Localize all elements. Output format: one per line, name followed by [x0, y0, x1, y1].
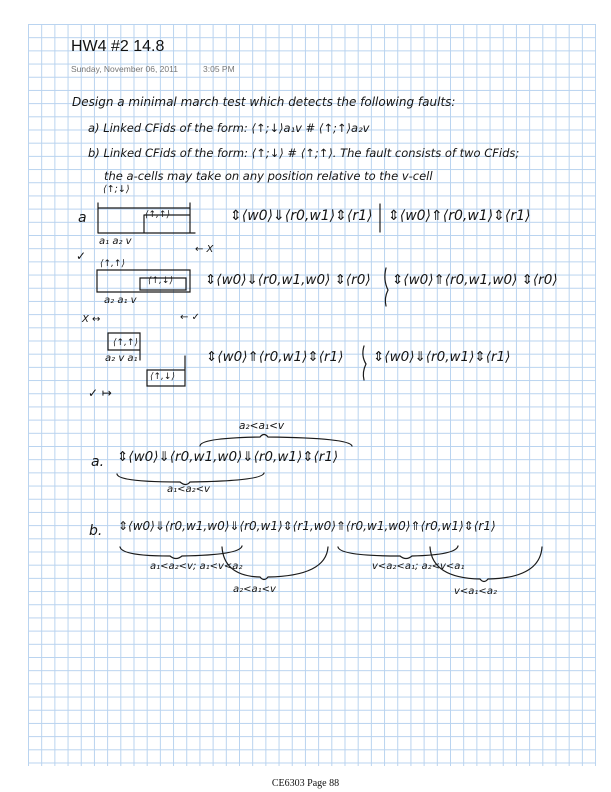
case2-right-note: ← ✓ — [180, 312, 200, 323]
case1-bracket — [98, 203, 195, 233]
answer-b-condition-1: a₁<a₂<v; a₁<v<a₂ — [150, 561, 243, 572]
case3-march-right: ⇕⟨w0⟩⇓⟨r0,w1⟩⇕⟨r1⟩ — [373, 349, 511, 365]
case2-march-right: ⇕⟨w0⟩⇑⟨r0,w1,w0⟩ ⇕⟨r0⟩ — [392, 272, 558, 288]
case2-cells: a₂ a₁ v — [104, 295, 137, 306]
answer-b-brace-3 — [338, 546, 458, 559]
case1-inner-fault: ⟨↑,↑⟩ — [145, 210, 170, 220]
answer-b-label: b. — [89, 523, 103, 539]
case3-bottom-fault: ⟨↑,↓⟩ — [150, 372, 175, 382]
answer-a-bottom-brace — [117, 473, 264, 485]
answer-b-condition-4: v<a₁<a₂ — [454, 586, 497, 597]
case2-divider — [385, 268, 388, 306]
case3-divider — [363, 346, 366, 380]
answer-a-top-condition: a₂<a₁<v — [239, 420, 285, 432]
case3-cells: a₂ v a₁ — [105, 353, 138, 364]
note-time: 3:05 PM — [203, 64, 235, 74]
case2-top-fault: ⟨↑,↑⟩ — [100, 259, 125, 269]
answer-a-label: a. — [91, 454, 105, 470]
answer-a-bottom-condition: a₁<a₂<v — [167, 484, 210, 495]
case3-check: ✓ ↦ — [88, 386, 112, 400]
case1-label: a — [78, 210, 87, 226]
case1-march-right: ⇕⟨w0⟩⇑⟨r0,w1⟩⇕⟨r1⟩ — [388, 208, 531, 224]
case2-boxes — [97, 270, 190, 292]
problem-part-b-line2: the a-cells may take on any position relative to the v-cell — [104, 169, 433, 183]
ink-stroke-group — [97, 203, 542, 582]
answer-a-march: ⇕⟨w0⟩⇓⟨r0,w1,w0⟩⇓⟨r0,w1⟩⇕⟨r1⟩ — [117, 449, 339, 465]
case1-march-left: ⇕⟨w0⟩⇓⟨r0,w1⟩⇕⟨r1⟩ — [230, 208, 373, 224]
answer-a-top-brace — [200, 435, 352, 447]
answer-b-condition-2: a₂<a₁<v — [233, 584, 276, 595]
case1-top-fault: ⟨↑;↓⟩ — [103, 184, 130, 195]
note-date: Sunday, November 06, 2011 — [71, 64, 178, 74]
case2-march-left: ⇕⟨w0⟩⇓⟨r0,w1,w0⟩ ⇕⟨r0⟩ — [205, 272, 371, 288]
page-footer: CE6303 Page 88 — [271, 778, 340, 789]
page-title: HW4 #2 14.8 — [71, 38, 165, 55]
answer-b-condition-3: v<a₂<a₁; a₂<v<a₁ — [372, 561, 465, 572]
case3-march-left: ⇕⟨w0⟩⇑⟨r0,w1⟩⇕⟨r1⟩ — [206, 349, 344, 365]
case1-check: ✓ — [76, 249, 87, 263]
case2-inner-fault: ⟨↑,↓⟩ — [148, 276, 173, 286]
answer-b-march: ⇕⟨w0⟩⇓⟨r0,w1,w0⟩⇓⟨r0,w1⟩⇕⟨r1,w0⟩⇑⟨r0,w1,w0⟩⇑⟨r0,w1⟩⇕⟨r1⟩ — [118, 519, 496, 533]
case2-left-note: X ↔ — [82, 314, 101, 325]
problem-part-b-line1: b) Linked CFids of the form: ⟨↑;↓⟩ # ⟨↑;↑⟩. The fault consists of two CFids; — [88, 146, 520, 160]
case3-top-fault: ⟨↑,↑⟩ — [113, 338, 138, 348]
problem-intro: Design a minimal march test which detects the following faults: — [72, 95, 456, 109]
case1-arrow-note: ← X — [195, 244, 214, 255]
case1-cells: a₁ a₂ v — [99, 236, 132, 247]
case3-boxes — [108, 333, 185, 386]
problem-part-a: a) Linked CFids of the form: ⟨↑;↓⟩a₁v # ⟨↑;↑⟩a₂v — [88, 121, 370, 135]
answer-b-brace-2 — [222, 547, 328, 580]
